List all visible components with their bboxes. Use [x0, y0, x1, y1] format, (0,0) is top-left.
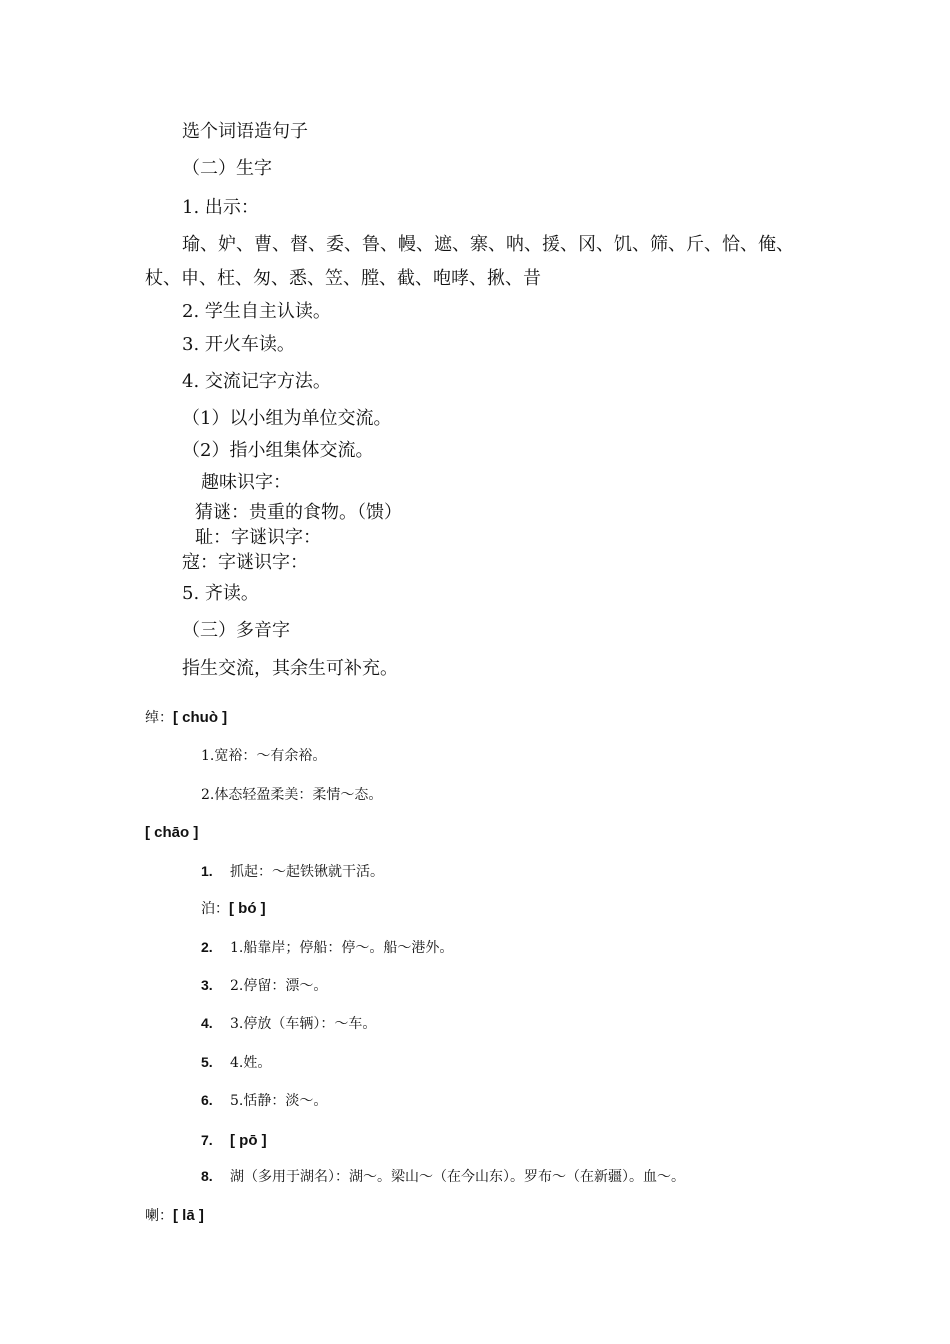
item-number: 8.	[201, 1168, 213, 1184]
text-line: 选个词语造句子	[182, 121, 308, 142]
item-number: 2.	[201, 939, 213, 955]
pinyin: [ chāo ]	[145, 824, 199, 841]
entry-character: 喇：	[145, 1208, 173, 1224]
pinyin: [ bó ]	[229, 900, 266, 917]
pinyin: [ lā ]	[173, 1207, 204, 1224]
sub-step: （1）以小组为单位交流。	[182, 408, 392, 429]
definition: 湖（多用于湖名）：湖～。梁山～（在今山东）。罗布～（在新疆）。血～。	[230, 1169, 685, 1185]
riddle-line: 猜谜：贵重的食物。（馈）	[195, 502, 402, 523]
step-heading: 1. 出示：	[182, 197, 259, 218]
item-number: 5.	[201, 1054, 213, 1070]
numbered-item	[201, 1166, 685, 1187]
item-number: 6.	[201, 1092, 213, 1108]
numbered-item	[201, 975, 327, 996]
dict-entry-head	[145, 1206, 204, 1226]
definition: 4.姓。	[230, 1055, 272, 1071]
definition: 1.船靠岸；停船：停～。船～港外。	[230, 940, 454, 956]
entry-character: 泊：	[201, 901, 229, 917]
riddle-line: 寇：字谜识字：	[182, 552, 308, 573]
definition: 2.停留：漂～。	[230, 978, 328, 994]
item-number: 3.	[201, 977, 213, 993]
dict-entry-head	[201, 899, 266, 919]
step-heading: 4. 交流记字方法。	[182, 371, 331, 392]
step-heading: 2. 学生自主认读。	[182, 301, 331, 322]
numbered-item	[201, 1130, 267, 1151]
dict-entry-head	[145, 708, 227, 728]
definition: 3.停放（车辆）：～车。	[230, 1016, 377, 1032]
step-heading: 5. 齐读。	[182, 583, 259, 604]
definition: 2.体态轻盈柔美：柔情～态。	[201, 787, 383, 803]
entry-character: 绰：	[145, 710, 173, 726]
section-heading: （三）多音字	[182, 620, 290, 641]
text-line: 趣味识字：	[201, 472, 291, 493]
section-heading: （二）生字	[182, 158, 272, 179]
item-number: 7.	[201, 1132, 213, 1148]
dict-entry-head	[145, 823, 198, 843]
numbered-item	[201, 937, 453, 958]
numbered-item	[201, 861, 384, 882]
pinyin: [ pō ]	[230, 1132, 267, 1149]
definition: 5.恬静：淡～。	[230, 1093, 328, 1109]
sub-step: （2）指小组集体交流。	[182, 440, 374, 461]
definition: 抓起：～起铁锹就干活。	[230, 864, 384, 880]
pinyin: [ chuò ]	[173, 709, 228, 726]
item-number: 4.	[201, 1015, 213, 1031]
numbered-item	[201, 1052, 271, 1073]
text-line: 指生交流，其余生可补充。	[182, 658, 398, 679]
step-heading: 3. 开火车读。	[182, 334, 295, 355]
character-list-line-1: 瑜、妒、曹、督、委、鲁、幔、遮、寨、呐、援、冈、饥、筛、斤、恰、俺、	[182, 234, 794, 255]
item-number: 1.	[201, 863, 213, 879]
numbered-item	[201, 1090, 327, 1111]
character-list-line-2: 杖、申、枉、匆、悉、笠、膛、截、咆哮、揪、昔	[145, 268, 541, 289]
definition: 1.宽裕：～有余裕。	[201, 748, 327, 764]
numbered-item	[201, 1013, 376, 1034]
riddle-line: 耻：字谜识字：	[195, 527, 321, 548]
